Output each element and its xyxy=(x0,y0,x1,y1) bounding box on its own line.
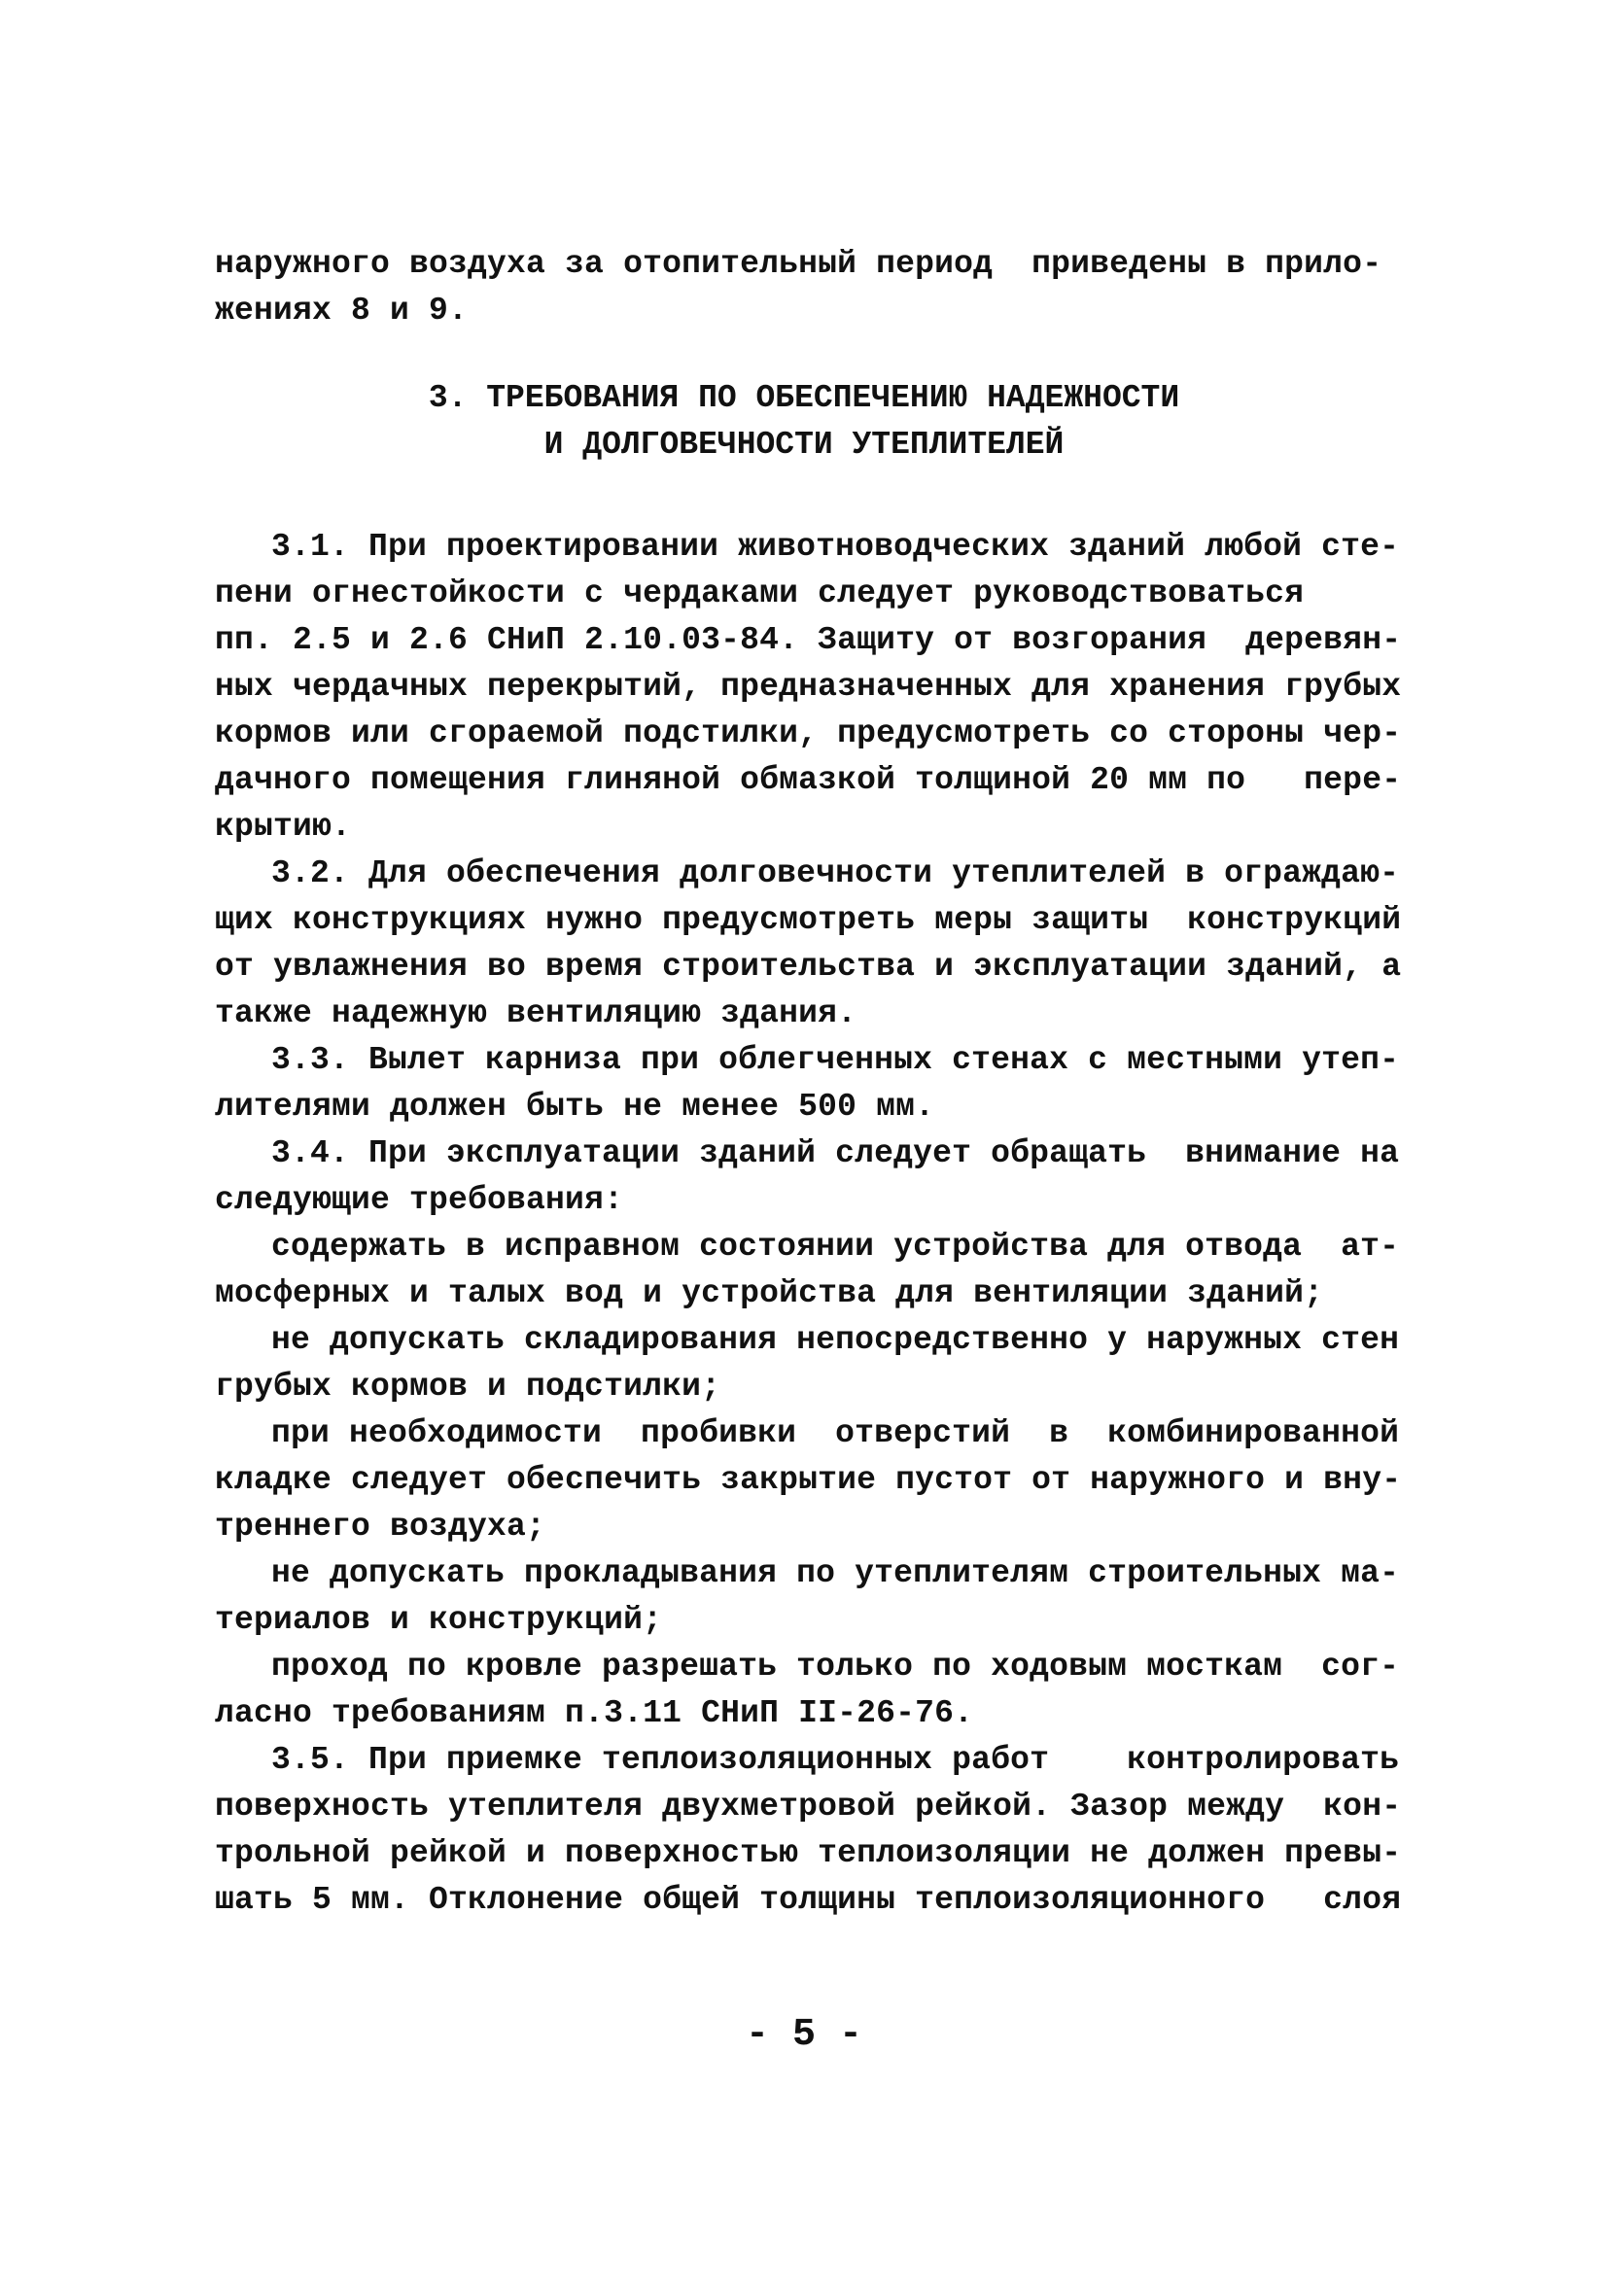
paragraph-3-1-line: 3.1. При проектировании животноводческих зданий любой сте- xyxy=(271,529,1400,565)
paragraph-3-1-line: пп. 2.5 и 2.6 СНиП 2.10.03-84. Защиту от возгорания деревян- xyxy=(215,622,1402,658)
section-heading-line: И ДОЛГОВЕЧНОСТИ УТЕПЛИТЕЛЕЙ xyxy=(543,427,1065,463)
requirement-item-line: содержать в исправном состоянии устройства для отвода ат- xyxy=(271,1229,1400,1265)
paragraph-3-2-line: щих конструкциях нужно предусмотреть меры защиты конструкций xyxy=(215,902,1402,938)
requirement-item-line: проход по кровле разрешать только по ходовым мосткам сог- xyxy=(271,1649,1400,1685)
paragraph-3-4-line: следующие требования: xyxy=(215,1182,624,1218)
paragraph-3-5-line: поверхность утеплителя двухметровой рейкой. Зазор между кон- xyxy=(215,1789,1402,1825)
requirement-item-line: ласно требованиям п.3.11 СНиП II-26-76. xyxy=(215,1695,974,1731)
paragraph-3-5-line: трольной рейкой и поверхностью теплоизоляции не должен превы- xyxy=(215,1835,1402,1871)
paragraph-3-2-line: также надежную вентиляцию здания. xyxy=(215,995,857,1031)
requirement-item-line: треннего воздуха; xyxy=(215,1509,546,1545)
requirement-item-line: териалов и конструкций; xyxy=(215,1602,663,1638)
paragraph-3-1-line: пени огнестойкости с чердаками следует руководствоваться xyxy=(215,575,1305,611)
intro-line: жениях 8 и 9. xyxy=(215,293,469,329)
paragraph-3-1-line: дачного помещения глиняной обмазкой толщиной 20 мм по пере- xyxy=(215,762,1402,798)
paragraph-3-5-line: 3.5. При приемке теплоизоляционных работ контролировать xyxy=(271,1742,1400,1778)
paragraph-3-4-line: 3.4. При эксплуатации зданий следует обращать внимание на xyxy=(271,1135,1400,1171)
requirement-item-line: грубых кормов и подстилки; xyxy=(215,1369,721,1405)
paragraph-3-2-line: от увлажнения во время строительства и эксплуатации зданий, а xyxy=(215,949,1402,985)
paragraph-3-1-line: кормов или сгораемой подстилки, предусмотреть со стороны чер- xyxy=(215,715,1402,751)
page-number: - 5 - xyxy=(745,2013,863,2057)
requirement-item-line: не допускать складирования непосредственно у наружных стен xyxy=(271,1322,1400,1358)
paragraph-3-5-line: шать 5 мм. Отклонение общей толщины теплоизоляционного слоя xyxy=(215,1882,1402,1918)
intro-line: наружного воздуха за отопительный период приведены в прило- xyxy=(215,246,1382,282)
paragraph-3-2-line: 3.2. Для обеспечения долговечности утеплителей в ограждаю- xyxy=(271,855,1400,891)
requirement-item-line: мосферных и талых вод и устройства для вентиляции зданий; xyxy=(215,1275,1324,1311)
paragraph-3-3-line: 3.3. Вылет карниза при облегченных стенах с местными утеп- xyxy=(271,1042,1400,1078)
paragraph-3-1-line: ных чердачных перекрытий, предназначенных для хранения грубых xyxy=(215,669,1402,705)
requirement-item-line: кладке следует обеспечить закрытие пустот от наружного и вну- xyxy=(215,1462,1402,1498)
requirement-item-line: при необходимости пробивки отверстий в комбинированной xyxy=(271,1415,1400,1451)
requirement-item-line: не допускать прокладывания по утеплителям строительных ма- xyxy=(271,1555,1400,1591)
paragraph-3-1-line: крытию. xyxy=(215,809,352,845)
paragraph-3-3-line: лителями должен быть не менее 500 мм. xyxy=(215,1089,935,1125)
section-heading-line: 3. ТРЕБОВАНИЯ ПО ОБЕСПЕЧЕНИЮ НАДЕЖНОСТИ xyxy=(428,380,1180,416)
